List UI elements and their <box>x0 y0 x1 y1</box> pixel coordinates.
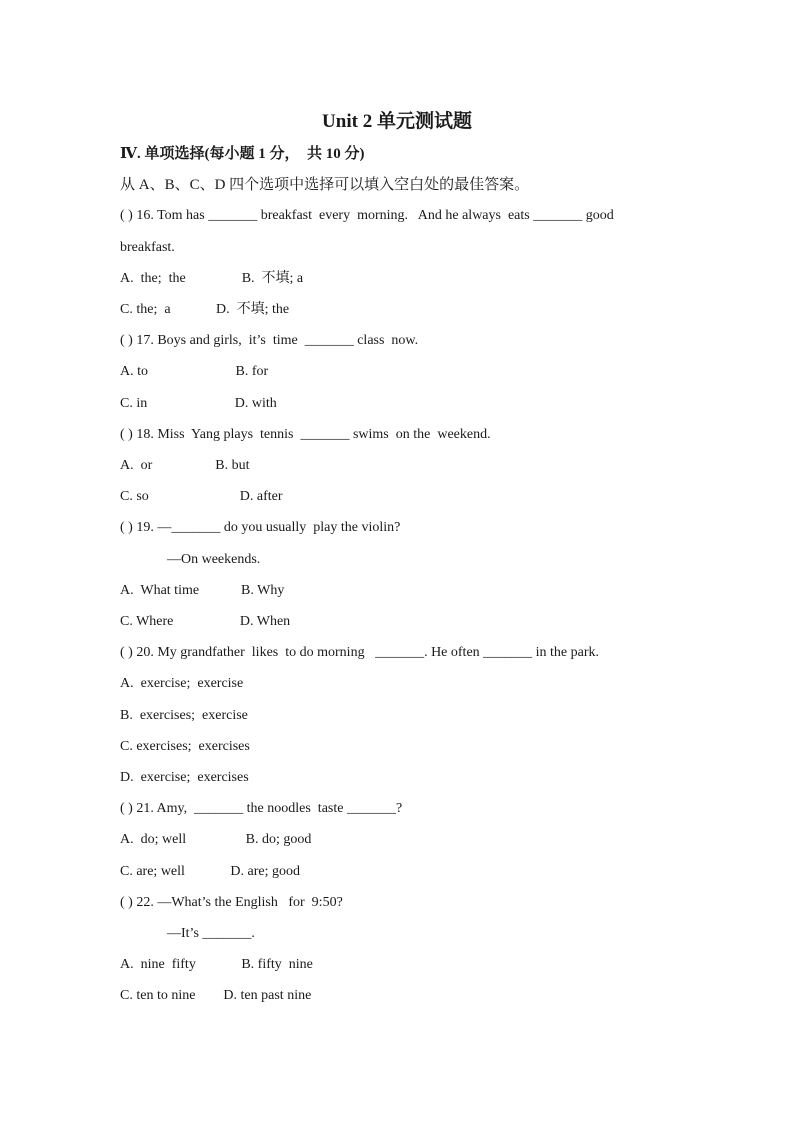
option-row: A. do; well B. do; good <box>120 832 312 847</box>
option-row: A. nine fifty B. fifty nine <box>120 957 313 972</box>
option-row: A. or B. but <box>120 458 250 473</box>
option-row: C. in D. with <box>120 396 277 411</box>
option-row: A. exercise; exercise <box>120 676 244 691</box>
question-17: ( ) 17. Boys and girls, it’s time _______ class now. <box>120 333 419 348</box>
instructions: 从 A、B、C、D 四个选项中选择可以填入空白处的最佳答案。 <box>120 177 530 193</box>
question-19: ( ) 19. —_______ do you usually play the violin? <box>120 520 401 535</box>
question-20: ( ) 20. My grandfather likes to do morning _______. He often _______ in the park. <box>120 645 600 660</box>
question-22: ( ) 22. —What’s the English for 9:50? <box>120 895 343 910</box>
question-22-reply: —It’s _______. <box>167 926 255 941</box>
page-title: Unit 2 单元测试题 <box>322 111 472 132</box>
question-18: ( ) 18. Miss Yang plays tennis _______ swims on the weekend. <box>120 427 491 442</box>
option-row: C. Where D. When <box>120 614 291 629</box>
option-row: C. ten to nine D. ten past nine <box>120 988 312 1003</box>
option-row: C. so D. after <box>120 489 283 504</box>
option-row: B. exercises; exercise <box>120 708 248 723</box>
option-row: D. exercise; exercises <box>120 770 249 785</box>
section-heading: Ⅳ. 单项选择(每小题 1 分， 共 10 分) <box>120 146 365 162</box>
question-16: ( ) 16. Tom has _______ breakfast every morning. And he always eats _______ good <box>120 208 614 223</box>
question-21: ( ) 21. Amy, _______ the noodles taste _______? <box>120 801 403 816</box>
option-row: C. the; a D. 不填; the <box>120 302 290 317</box>
question-19-reply: —On weekends. <box>167 552 261 567</box>
option-row: C. are; well D. are; good <box>120 864 301 879</box>
question-16-continued: breakfast. <box>120 240 175 255</box>
option-row: C. exercises; exercises <box>120 739 250 754</box>
option-row: A. What time B. Why <box>120 583 285 598</box>
option-row: A. the; the B. 不填; a <box>120 271 304 286</box>
option-row: A. to B. for <box>120 364 269 379</box>
